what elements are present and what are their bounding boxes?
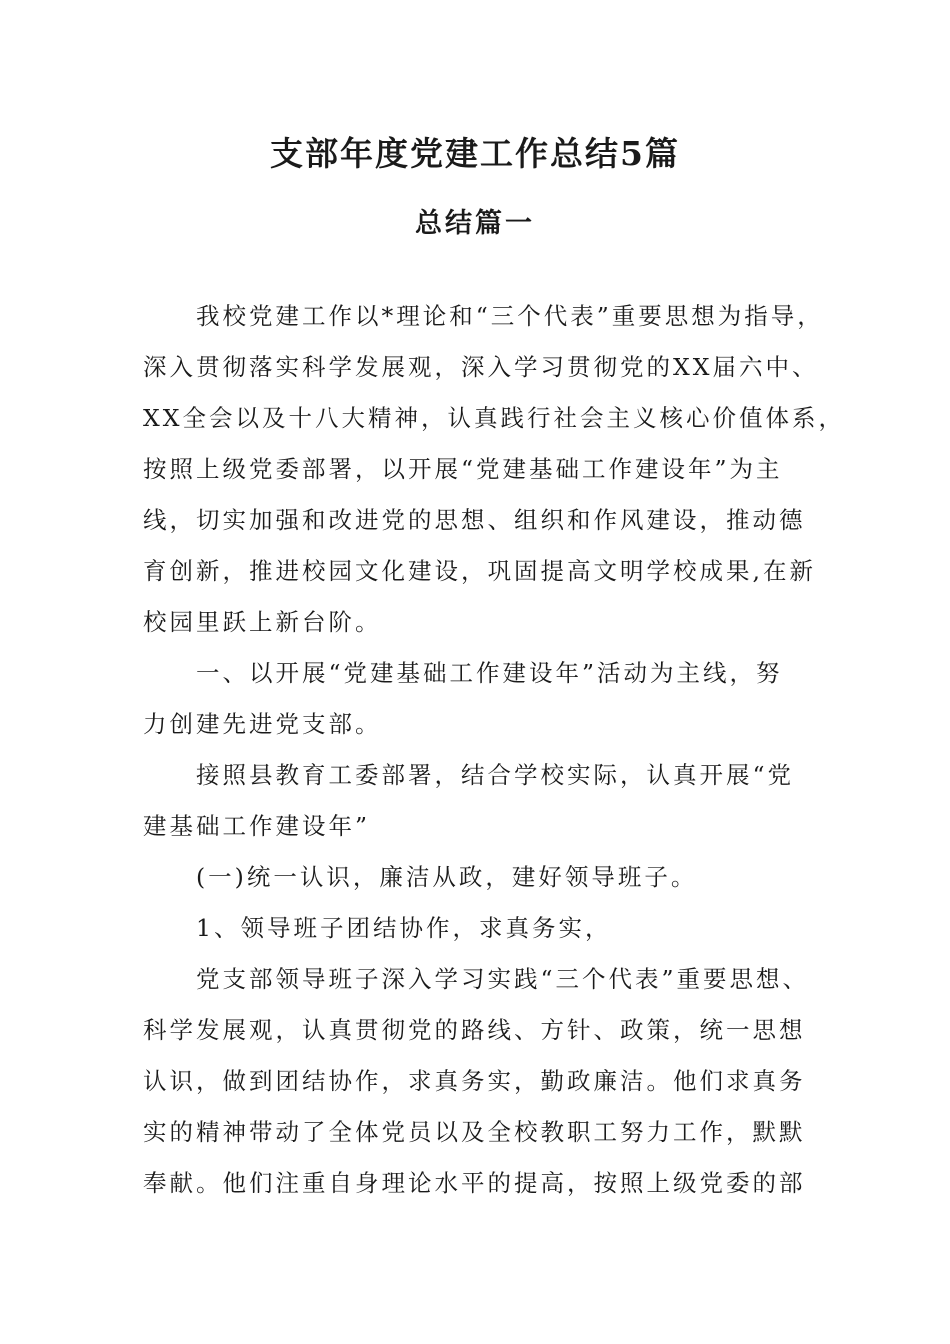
paragraph-line: XX全会以及十八大精神，认真践行社会主义核心价值体系， — [143, 404, 845, 432]
section-heading-line: 力创建先进党支部。 — [143, 710, 382, 738]
paragraph-line: 线，切实加强和改进党的思想、组织和作风建设，推动德 — [143, 506, 806, 534]
subsection-heading-line: (一)统一认识，廉洁从政，建好领导班子。 — [196, 863, 698, 891]
paragraph-line: 育创新，推进校园文化建设，巩固提高文明学校成果,在新 — [143, 557, 816, 585]
paragraph-line: 奉献。他们注重自身理论水平的提高，按照上级党委的部 — [143, 1169, 806, 1197]
section-heading-line: 一、以开展“党建基础工作建设年”活动为主线，努 — [196, 659, 783, 687]
document-subtitle: 总结篇一 — [415, 208, 535, 239]
paragraph-line: 深入贯彻落实科学发展观，深入学习贯彻党的XX届六中、 — [143, 353, 819, 381]
paragraph-line: 建基础工作建设年” — [143, 812, 371, 840]
paragraph-line: 接照县教育工委部署，结合学校实际，认真开展“党 — [196, 761, 795, 789]
paragraph-line: 党支部领导班子深入学习实践“三个代表”重要思想、 — [196, 965, 810, 993]
paragraph-line: 实的精神带动了全体党员以及全校教职工努力工作，默默 — [143, 1118, 806, 1146]
paragraph-line: 校园里跃上新台阶。 — [143, 608, 382, 636]
paragraph-line: 按照上级党委部署，以开展“党建基础工作建设年”为主 — [143, 455, 783, 483]
document-body — [143, 291, 845, 1209]
paragraph-line: 科学发展观，认真贯彻党的路线、方针、政策，统一思想 — [143, 1016, 806, 1044]
item-heading-line: 1、领导班子团结协作，求真务实， — [196, 914, 612, 942]
document-title: 支部年度党建工作总结5篇 — [270, 134, 680, 173]
paragraph-line: 我校党建工作以*理论和“三个代表”重要思想为指导， — [196, 302, 824, 330]
paragraph-line: 认识，做到团结协作，求真务实，勤政廉洁。他们求真务 — [143, 1067, 806, 1095]
